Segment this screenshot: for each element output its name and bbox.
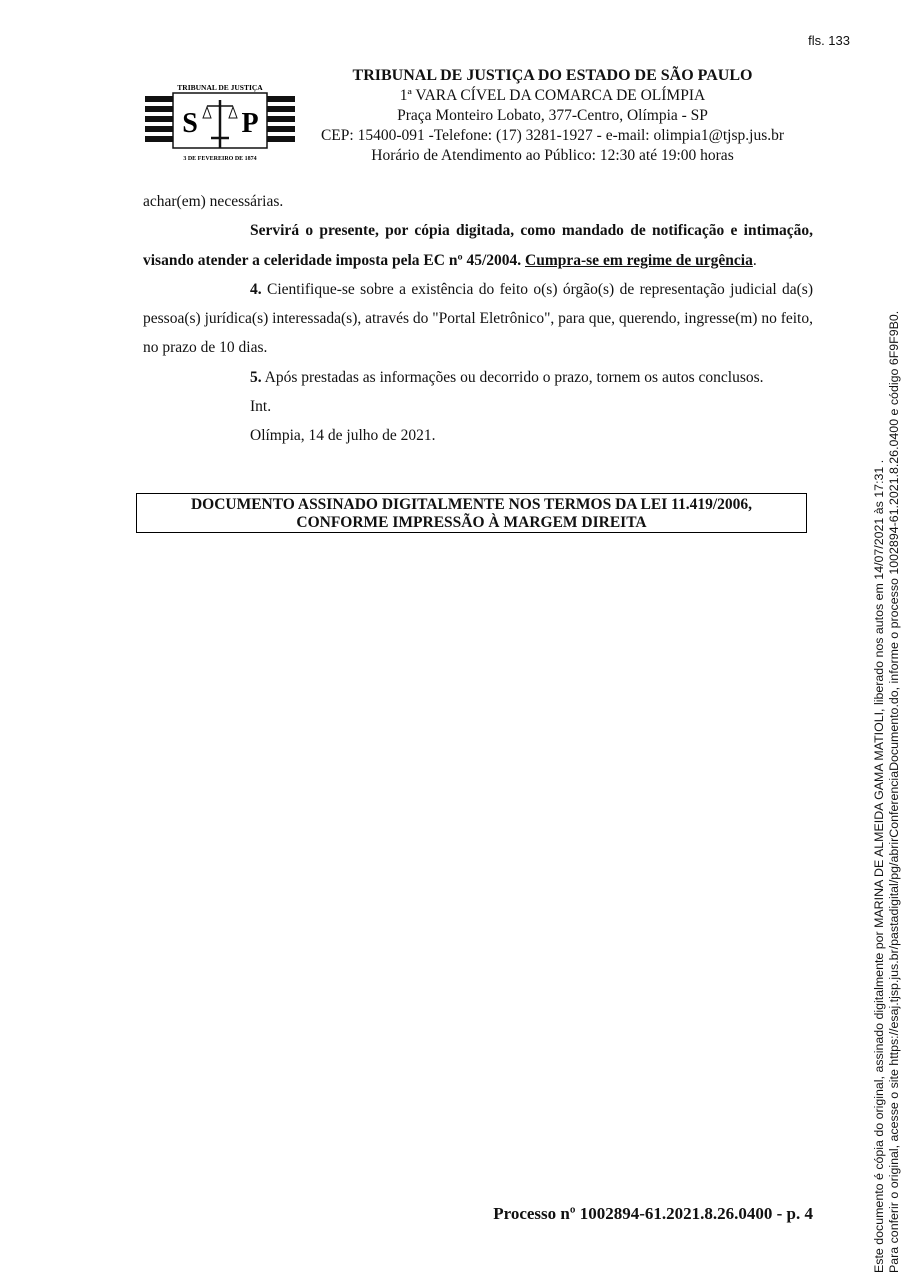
- signature-notice-line-2: CONFORME IMPRESSÃO À MARGEM DIREITA: [296, 514, 647, 531]
- logo-left-letter: S: [182, 108, 198, 139]
- tjsp-seal-logo: [145, 60, 295, 163]
- paragraph-1: achar(em) necessárias.: [143, 193, 284, 210]
- paragraph-3-text: Cientifique-se sobre a existência do feito o(s) órgão(s) de representação judicial da(s) pessoa(s) jurídica(s) interessada(s), através do "Portal Eletrônico", para que, querendo, ingresse(m) no feito, no prazo de 10 dias.: [143, 280, 813, 357]
- paragraph-4: [143, 363, 813, 392]
- paragraph-2-end: .: [752, 251, 757, 269]
- paragraph-3: [143, 275, 813, 363]
- date-line: Olímpia, 14 de julho de 2021.: [250, 427, 436, 445]
- logo-right-letter: P: [241, 108, 259, 139]
- court-hours: Horário de Atendimento ao Público: 12:30 até 19:00 horas: [371, 147, 734, 164]
- paragraph-2-bold: Servirá o presente, por cópia digitada, como mandado de notificação e intimação, visando atender a celeridade imposta pela EC nº 45/2004.: [143, 222, 813, 269]
- logo-top-text: TRIBUNAL DE JUSTIÇA: [177, 83, 263, 92]
- digital-signature-notice: [136, 493, 807, 533]
- court-address: Praça Monteiro Lobato, 377-Centro, Olímpia - SP: [397, 107, 708, 124]
- margin-line-2: Para conferir o original, acesse o site https://esaj.tjsp.jus.br/pastadigital/pg/abrirConferenciaDocumento.do, informe o processo 1002894-61.2021.8.26.0400 e código 6F9F9B0.: [887, 310, 901, 1273]
- court-title: TRIBUNAL DE JUSTIÇA DO ESTADO DE SÃO PAULO: [352, 67, 753, 84]
- paragraph-4-text: Após prestadas as informações ou decorrido o prazo, tornem os autos conclusos.: [264, 368, 764, 386]
- paragraph-int: Int.: [250, 398, 272, 416]
- signature-notice-line-1: DOCUMENTO ASSINADO DIGITALMENTE NOS TERMOS DA LEI 11.419/2006,: [190, 496, 753, 513]
- process-footer: Processo nº 1002894-61.2021.8.26.0400 - p. 4: [493, 1204, 813, 1223]
- margin-line-1: Este documento é cópia do original, assinado digitalmente por MARINA DE ALMEIDA GAMA MATIOLI, liberado nos autos em 14/07/2021 às 17:31 .: [872, 459, 886, 1273]
- paragraph-3-number: 4.: [250, 280, 262, 298]
- court-division: 1ª VARA CÍVEL DA COMARCA DE OLÍMPIA: [399, 87, 706, 104]
- logo-bottom-text: 3 DE FEVEREIRO DE 1874: [183, 156, 257, 162]
- court-contact: CEP: 15400-091 -Telefone: (17) 3281-1927 - e-mail: olimpia1@tjsp.jus.br: [320, 127, 785, 144]
- paragraph-2-urgency: Cumpra-se em regime de urgência: [525, 251, 753, 269]
- court-header: [290, 66, 815, 166]
- document-body: [143, 187, 813, 451]
- paragraph-4-number: 5.: [250, 368, 262, 386]
- paragraph-2: [143, 216, 813, 275]
- page-number-label: fls. 133: [808, 33, 850, 48]
- margin-authentication-text: [872, 203, 902, 1273]
